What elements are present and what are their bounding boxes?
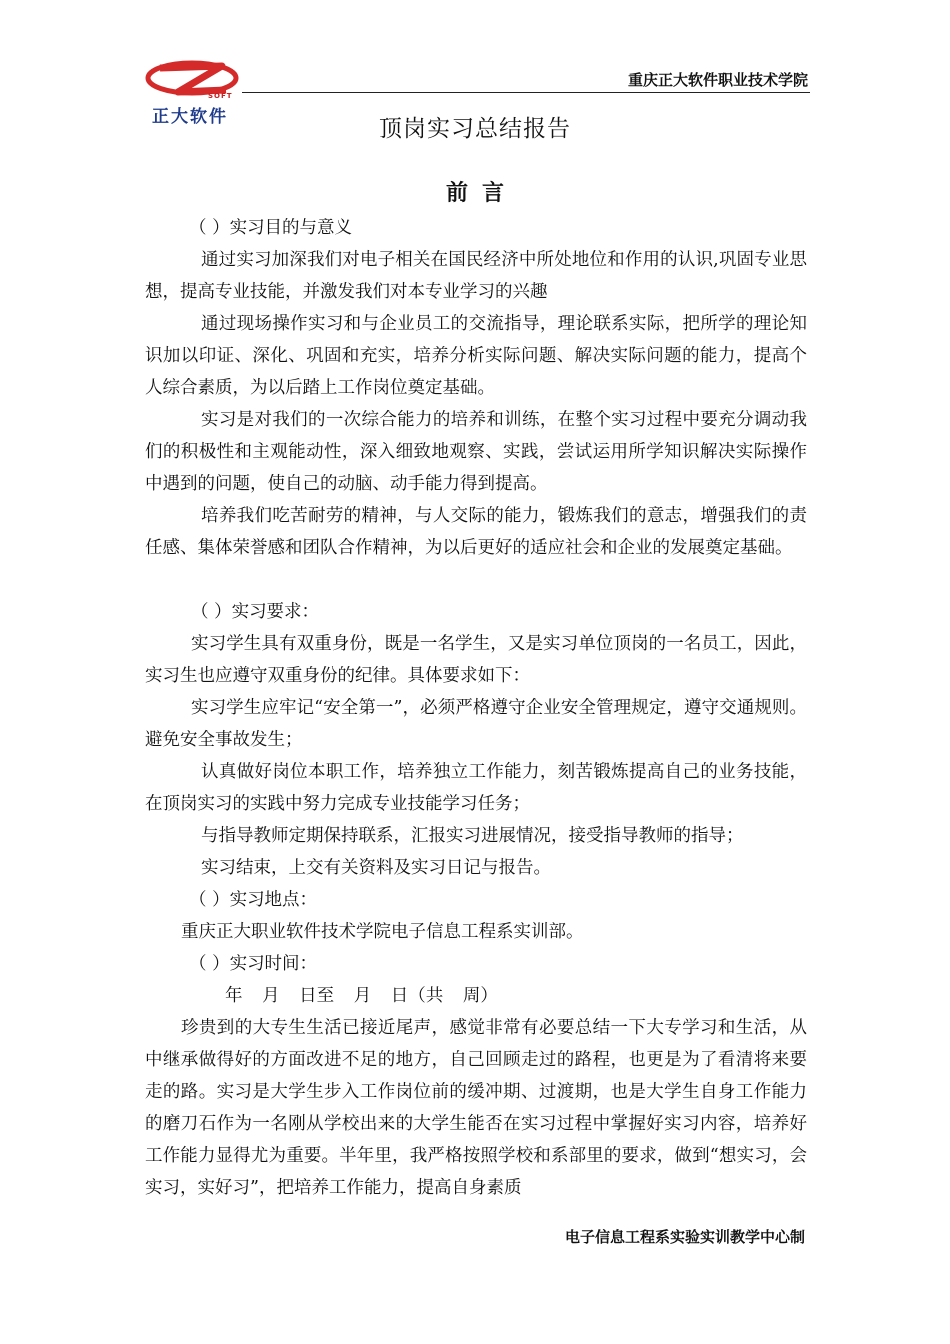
- paragraph-10: 与指导教师定期保持联系，汇报实习进展情况，接受指导教师的指导；: [201, 826, 744, 846]
- paragraph-6: （ ）实习要求：: [191, 602, 320, 622]
- paragraph-13: 重庆正大职业软件技术学院电子信息工程系实训部。: [181, 922, 584, 942]
- paragraph-15: 年 月 日至 月 日（共 周）: [225, 986, 498, 1006]
- logo-text: 正大软件: [152, 107, 228, 127]
- paragraph-12: （ ）实习地点：: [189, 890, 318, 910]
- paragraph-14: （ ）实习时间：: [189, 954, 318, 974]
- header-school-name: 重庆正大软件职业技术学院: [627, 71, 808, 89]
- paragraph-3: 通过现场操作实习和与企业员工的交流指导，理论联系实际，把所学的理论知识加以印证、深化、巩固和充实，培养分析实际问题、解决实际问题的能力，提高个人综合素质，为以后踏上工作岗位奠定基础。: [145, 314, 807, 398]
- paragraph-7: 实习学生具有双重身份，既是一名学生，又是实习单位顶岗的一名员工，因此，实习生也应遵守双重身份的纪律。具体要求如下：: [145, 634, 807, 686]
- paragraph-4: 实习是对我们的一次综合能力的培养和训练，在整个实习过程中要充分调动我们的积极性和主观能动性，深入细致地观察、实践，尝试运用所学知识解决实际操作中遇到的问题，使自己的动脑、动手能力得到提高。: [145, 410, 807, 494]
- section-title: 前言: [445, 180, 518, 206]
- paragraph-9: 认真做好岗位本职工作，培养独立工作能力，刻苦锻炼提高自己的业务技能，在顶岗实习的实践中努力完成专业技能学习任务；: [145, 762, 807, 814]
- paragraph-11: 实习结束，上交有关资料及实习日记与报告。: [201, 858, 551, 878]
- paragraph-5: 培养我们吃苦耐劳的精神，与人交际的能力，锻炼我们的意志，增强我们的责任感、集体荣誉感和团队合作精神，为以后更好的适应社会和企业的发展奠定基础。: [145, 506, 807, 558]
- paragraph-16: 珍贵到的大专生生活已接近尾声，感觉非常有必要总结一下大专学习和生活，从中继承做得好的方面改进不足的地方，自己回顾走过的路程，也更是为了看清将来要走的路。实习是大学生步入工作岗位前的缓冲期、过渡期，也是大学生自身工作能力的磨刀石作为一名刚从学校出来的大学生能否在实习过程中掌握好实习内容，培养好工作能力显得尤为重要。半年里，我严格按照学校和系部里的要求，做到“想实习，会实习，实好习”，把培养工作能力，提高自身素质: [145, 1018, 807, 1198]
- header-divider: [242, 92, 810, 93]
- paragraph-8: 实习学生应牢记“安全第一”，必须严格遵守企业安全管理规定，遵守交通规则。避免安全事故发生；: [145, 698, 807, 750]
- paragraph-1: （ ）实习目的与意义: [189, 218, 353, 238]
- document-title: 顶岗实习总结报告: [379, 116, 571, 142]
- footer-text: 电子信息工程系实验实训教学中心制: [564, 1228, 805, 1246]
- paragraph-2: 通过实习加深我们对电子相关在国民经济中所处地位和作用的认识,巩固专业思想，提高专业技能，并激发我们对本专业学习的兴趣: [145, 250, 807, 302]
- logo-soft-text: SOFT: [208, 92, 233, 100]
